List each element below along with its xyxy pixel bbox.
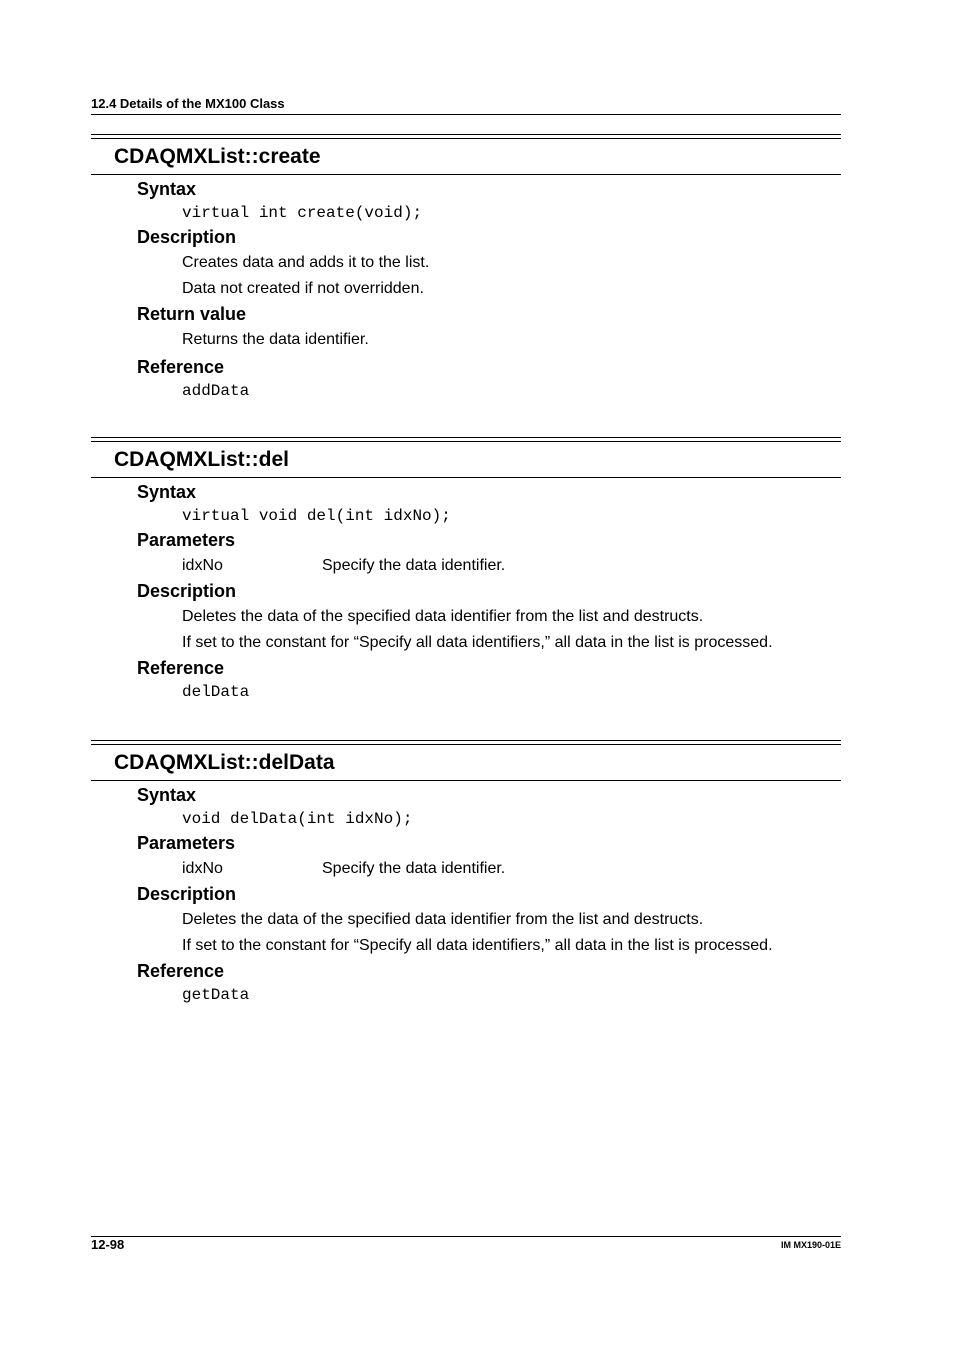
section-del xyxy=(91,437,841,704)
section-title: CDAQMXList::del xyxy=(91,442,841,478)
reference-heading: Reference xyxy=(137,357,225,377)
parameter-description: Specify the data identifier. xyxy=(322,860,506,877)
parameter-name: idxNo xyxy=(182,860,223,877)
parameter-description: Specify the data identifier. xyxy=(322,557,506,574)
syntax-code: virtual void del(int idxNo); xyxy=(182,507,451,525)
reference-heading: Reference xyxy=(137,961,225,981)
description-line: If set to the constant for “Specify all data identifiers,” all data in the list is processed. xyxy=(182,937,773,954)
parameter-row xyxy=(91,856,841,882)
syntax-heading: Syntax xyxy=(137,179,197,199)
description-line: Creates data and adds it to the list. xyxy=(182,254,430,271)
description-line: Data not created if not overridden. xyxy=(182,280,424,297)
parameter-row xyxy=(91,553,841,579)
header-rule xyxy=(91,114,841,115)
parameter-name: idxNo xyxy=(182,557,223,574)
section-create xyxy=(91,134,841,403)
reference-code: delData xyxy=(182,683,250,701)
document-id: IM MX190-01E xyxy=(780,1240,841,1250)
section-title: CDAQMXList::create xyxy=(91,139,841,175)
page-number: 12-98 xyxy=(91,1237,125,1252)
section-deldata xyxy=(91,740,841,1007)
description-line: Deletes the data of the specified data identifier from the list and destructs. xyxy=(182,911,704,928)
description-line: If set to the constant for “Specify all data identifiers,” all data in the list is processed. xyxy=(182,634,773,651)
parameters-heading: Parameters xyxy=(137,530,236,550)
parameters-heading: Parameters xyxy=(137,833,236,853)
description-heading: Description xyxy=(137,227,237,247)
return-value-heading: Return value xyxy=(137,304,247,324)
running-header: 12.4 Details of the MX100 Class xyxy=(91,96,285,111)
description-line: Deletes the data of the specified data identifier from the list and destructs. xyxy=(182,608,704,625)
footer-rule xyxy=(91,1236,841,1237)
section-title: CDAQMXList::delData xyxy=(91,745,841,781)
syntax-heading: Syntax xyxy=(137,785,197,805)
reference-heading: Reference xyxy=(137,658,225,678)
syntax-heading: Syntax xyxy=(137,482,197,502)
reference-code: getData xyxy=(182,986,250,1004)
return-value-text: Returns the data identifier. xyxy=(182,331,369,348)
reference-code: addData xyxy=(182,382,250,400)
syntax-code: void delData(int idxNo); xyxy=(182,810,413,828)
description-heading: Description xyxy=(137,581,237,601)
syntax-code: virtual int create(void); xyxy=(182,204,423,222)
description-heading: Description xyxy=(137,884,237,904)
